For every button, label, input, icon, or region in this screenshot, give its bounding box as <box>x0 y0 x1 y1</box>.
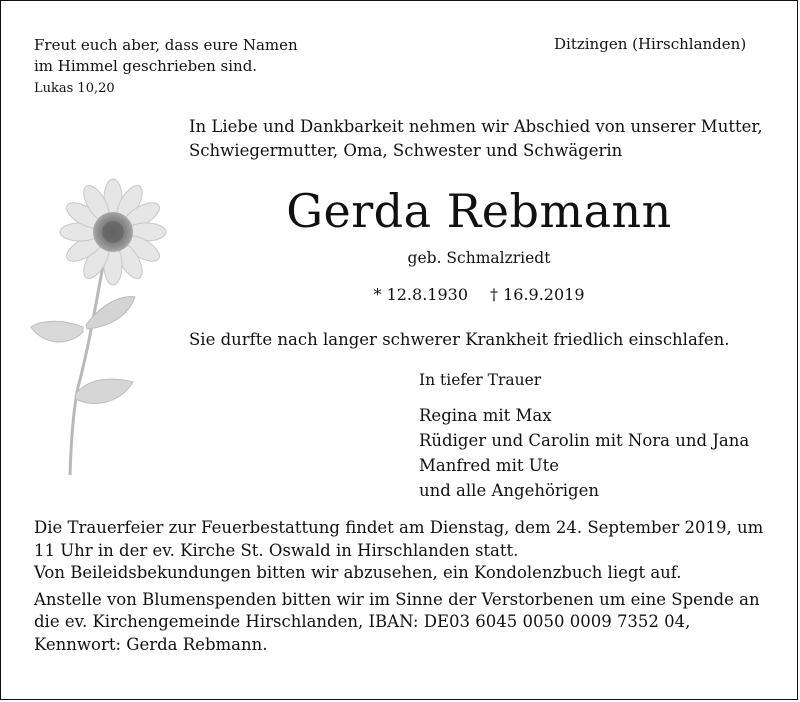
bible-verse <box>34 35 298 77</box>
verse-line: im Himmel geschrieben sind. <box>34 57 258 75</box>
passing-text: Sie durfte nach langer schwerer Krankheit friedlich einschlafen. <box>189 330 730 349</box>
life-dates <box>1 285 797 304</box>
death-date: † 16.9.2019 <box>490 285 585 304</box>
mourner-entry: Regina mit Max <box>419 406 552 425</box>
ceremony-line: 11 Uhr in der ev. Kirche St. Oswald in Hirschlanden statt. <box>34 540 519 560</box>
footer-text <box>34 517 763 656</box>
mourners-list <box>419 403 749 503</box>
intro-line: In Liebe und Dankbarkeit nehmen wir Abschied von unserer Mutter, <box>189 117 763 136</box>
intro-line: Schwiegermutter, Oma, Schwester und Schwägerin <box>189 141 623 160</box>
mourner-entry: Rüdiger und Carolin mit Nora und Jana <box>419 431 750 450</box>
mourning-heading: In tiefer Trauer <box>419 371 542 389</box>
donation-line: Anstelle von Blumenspenden bitten wir im Sinne der Verstorbenen um eine Spende an <box>34 589 760 609</box>
mourner-entry: Manfred mit Ute <box>419 456 560 475</box>
donation-line: die ev. Kirchengemeinde Hirschlanden, IBAN: DE03 6045 0050 0009 7352 04, <box>34 612 691 631</box>
deceased-name: Gerda Rebmann <box>286 184 672 238</box>
condolence-line: Von Beileidsbekundungen bitten wir abzusehen, ein Kondolenzbuch liegt auf. <box>34 563 682 582</box>
verse-line: Freut euch aber, dass eure Namen <box>34 36 298 54</box>
place-name: Ditzingen (Hirschlanden) <box>554 35 747 53</box>
donation-line: Kennwort: Gerda Rebmann. <box>34 634 268 654</box>
mourner-entry: und alle Angehörigen <box>419 481 600 500</box>
maiden-name: geb. Schmalzriedt <box>407 249 551 267</box>
intro-text <box>189 115 763 163</box>
verse-reference: Lukas 10,20 <box>34 81 115 96</box>
ceremony-line: Die Trauerfeier zur Feuerbestattung findet am Dienstag, dem 24. September 2019, um <box>34 518 764 537</box>
birth-date: * 12.8.1930 <box>373 285 468 304</box>
